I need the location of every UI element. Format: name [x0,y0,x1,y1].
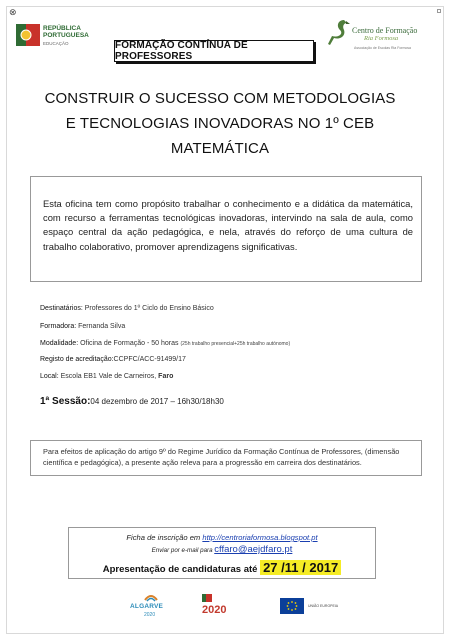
registo-row [40,356,186,363]
legal-text: Para efeitos de aplicação do artigo 9º do Regime Jurídico da Formação Contínua de Professores, (dimensão científica e pedagógica), a presente ação releva para a progressão em carreira dos destinatários. [43,447,400,467]
centro-formacao-title: Centro de Formação [352,26,418,35]
registration-deadline-line [69,560,375,575]
portugal-2020-year: 2020 [202,604,227,616]
modalidade-value: Oficina de Formação - 50 horas [78,340,181,347]
footer-logos [130,592,360,622]
flamingo-icon [324,18,350,46]
email-link[interactable]: cffaro@aejdfaro.pt [214,544,293,555]
local-city: Faro [158,373,174,380]
course-title [30,86,410,161]
formacao-banner: FORMAÇÃO CONTÍNUA DE PROFESSORES [114,40,314,62]
description-text: Esta oficina tem como propósito trabalhar o conhecimento e a didática da matemática, com recurso a ferramentas tecnológicas inovadoras, intervindo na sala de aula, como espaço central da ação pedagógica, e nela, através do reforço de uma cultura de trabalho colaborativo, promover aprendizagens significativas. [43,198,413,252]
session-value: 04 dezembro de 2017 – 16h30/18h30 [90,397,224,406]
local-label: Local: [40,373,59,380]
republica-line1: REPÚBLICA [43,25,81,32]
algarve-year: 2020 [144,612,156,618]
modalidade-label: Modalidade: [40,340,79,347]
session-label: 1ª Sessão: [40,396,91,407]
registo-label: Registo de acreditação: [40,356,114,363]
destinatarios-value: Professores do 1º Ciclo do Ensino Básico [82,305,214,312]
formadora-row [40,323,125,330]
legal-box [30,440,422,476]
formadora-value: Fernanda Silva [76,323,126,330]
local-value: Escola EB1 Vale de Carneiros, [58,373,159,380]
deadline-prefix: Apresentação de candidaturas até [102,564,261,575]
republica-portuguesa-logo [16,22,126,62]
registo-value: CCPFC/ACC-91499/17 [113,356,186,363]
republica-line2: PORTUGUESA [43,32,89,39]
title-line-1: CONSTRUIR O SUCESSO COM METODOLOGIAS [44,90,396,107]
destinatarios-row [40,305,214,312]
algarve-wave-icon [144,592,158,602]
modalidade-row [40,340,290,347]
corner-square-icon [437,9,441,13]
local-row [40,373,173,380]
eu-flag-icon [280,598,304,614]
republica-sub: EDUCAÇÃO [43,41,69,46]
eu-text: UNIÃO EUROPEIA [308,604,339,608]
form-prefix: Ficha de inscrição em [126,533,203,542]
description-box [30,176,422,282]
centro-formacao-script: Ria Formosa [364,35,399,42]
formadora-label: Formadora: [40,323,77,330]
modalidade-note: (25h trabalho presencial+25h trabalho autónomo) [180,341,291,347]
destinatarios-label: Destinatários: [40,305,83,312]
centro-formacao-sub: Associação de Escolas Ria Formosa [354,46,411,50]
first-session [40,396,224,407]
algarve-name: ALGARVE [130,603,164,610]
registration-email-line [69,544,375,555]
republica-emblem-icon [16,24,40,46]
portugal-flag-icon [202,594,212,602]
title-line-2: E TECNOLOGIAS INOVADORAS NO 1º CEB [65,115,375,132]
email-prefix: Enviar por e-mail para [151,547,215,554]
blog-link[interactable]: http://centroriaformosa.blogspot.pt [202,533,318,542]
title-line-3: MATEMÁTICA [170,140,270,157]
corner-mark-icon: ⊗ [9,8,17,18]
registration-box [68,527,376,579]
registration-form-line [69,533,375,542]
centro-formacao-logo [324,18,424,62]
deadline-date: 27 /11 / 2017 [260,560,341,575]
